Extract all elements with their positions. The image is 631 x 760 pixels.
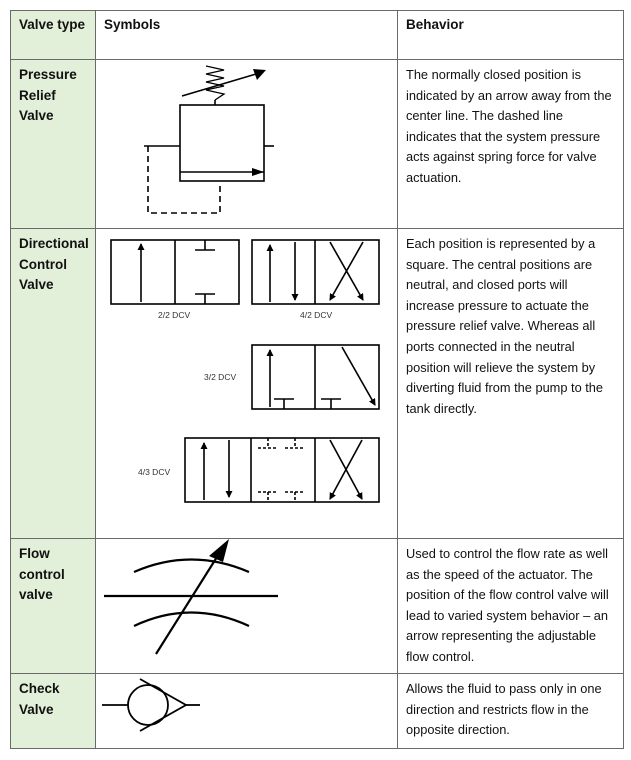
dcv-4-2-symbol [252, 240, 379, 304]
check-valve-symbol [96, 674, 397, 748]
symbol-cell [96, 539, 398, 674]
header-behavior: Behavior [398, 11, 624, 60]
table-row [11, 539, 624, 674]
pressure-relief-valve-symbol [96, 60, 397, 228]
valve-type-cell: Check Valve [11, 674, 96, 749]
dcv-3-2-label: 3/2 DCV [204, 372, 237, 382]
header-symbols: Symbols [96, 11, 398, 60]
header-valve-type: Valve type [11, 11, 96, 60]
behavior-cell: Each position is represented by a square. The central positions are neutral, and closed ports will increase pressure to actuate the pressure relief valve. Whereas all ports connected in the neutral position will relieve the system by diverting fluid from the pump to the tank directly. [398, 229, 624, 539]
valve-type-cell: Directional Control Valve [11, 229, 96, 539]
table-row [11, 60, 624, 229]
header-row [11, 11, 624, 60]
dcv-2-2-label: 2/2 DCV [158, 310, 191, 320]
dcv-3-2-symbol [252, 345, 379, 409]
symbol-cell [96, 674, 398, 749]
dcv-2-2-symbol [111, 240, 239, 304]
valve-type-cell: Pressure Relief Valve [11, 60, 96, 229]
behavior-cell: The normally closed position is indicated by an arrow away from the center line. The dashed line indicates that the system pressure acts against spring force for valve actuation. [398, 60, 624, 229]
table-row [11, 674, 624, 749]
valve-table [10, 10, 624, 749]
dcv-4-3-label: 4/3 DCV [138, 467, 171, 477]
dcv-4-2-label: 4/2 DCV [300, 310, 333, 320]
valve-type-cell: Flow control valve [11, 539, 96, 674]
behavior-cell: Allows the fluid to pass only in one direction and restricts flow in the opposite direction. [398, 674, 624, 749]
table-row [11, 229, 624, 539]
behavior-cell: Used to control the flow rate as well as the speed of the actuator. The position of the flow control valve will lead to varied system behavior – an arrow representing the adjustable flow control. [398, 539, 624, 674]
symbol-cell [96, 229, 398, 539]
dcv-symbols [96, 229, 397, 538]
dcv-4-3-symbol [185, 438, 379, 502]
symbol-cell [96, 60, 398, 229]
flow-control-valve-symbol [96, 539, 397, 673]
